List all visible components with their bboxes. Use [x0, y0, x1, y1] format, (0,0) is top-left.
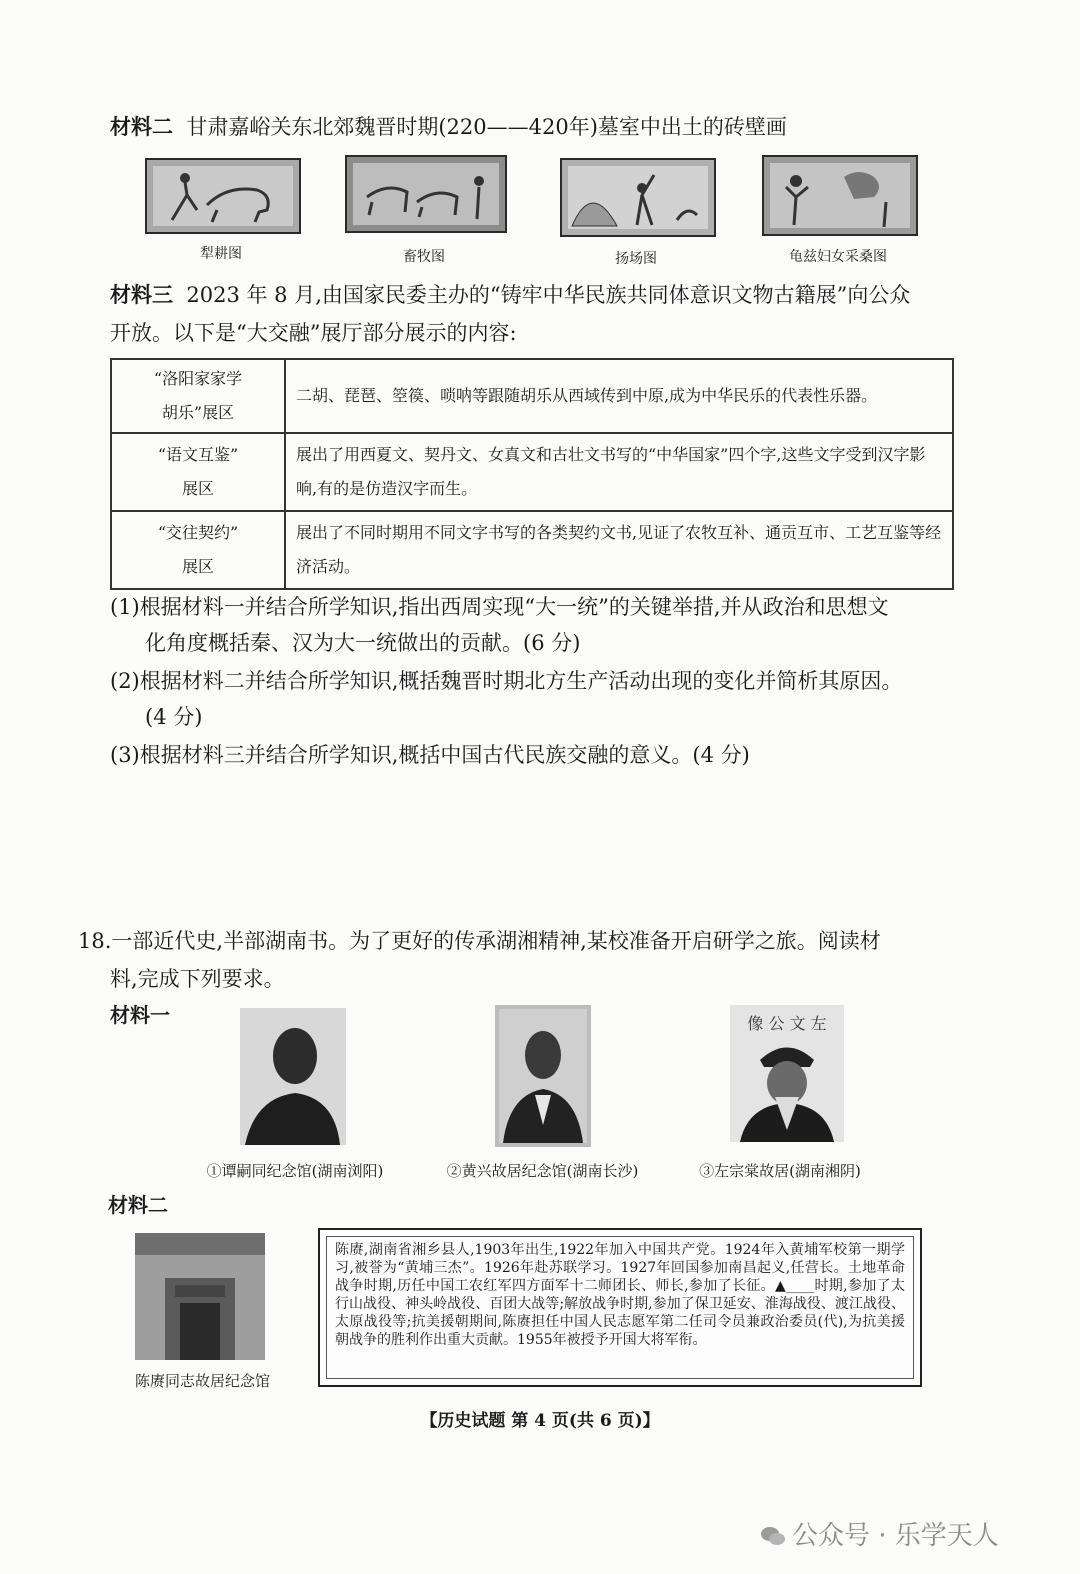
material3-line1 — [110, 280, 910, 310]
material2-heading — [110, 112, 787, 142]
description-cell: 展出了用西夏文、契丹文、女真文和古壮文书写的“中华国家”四个字,这些文字受到汉字影响,有的是仿造汉字而生。 — [285, 433, 953, 511]
tan-sitong-portrait-image — [240, 1008, 346, 1145]
material3-label: 材料三 — [110, 283, 173, 307]
description-cell: 展出了不同时期用不同文字书写的各类契约文书,见证了农牧互补、通贡互市、工艺互鉴等经济活动。 — [285, 511, 953, 589]
wechat-icon — [760, 1524, 786, 1546]
winnowing-caption: 扬场图 — [615, 251, 657, 267]
material3-line2: 开放。以下是“大交融”展厅部分展示的内容: — [110, 321, 517, 345]
bio-text: 陈赓,湖南省湘乡县人,1903年出生,1922年加入中国共产党。1924年入黄埔军校第一期学习,被誉为“黄埔三杰”。1926年赴苏联学习。1927年回国参加南昌起义,任营长。土地革命战争时期,历任中国工农红军四方面军十二师团长、师长,参加了长征。▲____时期,参加了太行山战役、神头岭战役、百团大战等;解放战争时期,参加了保卫延安、淮海战役、渡江战役、太原战役等;抗美援朝期间,陈赓担任中国人民志愿军第二任司令员兼政治委员(代),为抗美援朝战争的胜利作出重大贡献。1955年被授予开国大将军衔。 — [326, 1236, 914, 1379]
zone-cell — [111, 511, 285, 589]
watermark-text: 公众号 · 乐学天人 — [792, 1521, 999, 1551]
herding-mural-image — [345, 155, 507, 233]
table-row — [111, 359, 953, 433]
chen-geng-residence-image — [135, 1233, 265, 1360]
material3-text: 2023 年 8 月,由国家民委主办的“铸牢中华民族共同体意识文物古籍展”向公众 — [186, 283, 911, 307]
portrait-inscription: 像 公 文 左 — [747, 1014, 827, 1033]
residence-caption: 陈赓同志故居纪念馆 — [134, 1372, 270, 1390]
q18-material2-label: 材料二 — [108, 1193, 168, 1217]
watermark — [760, 1515, 999, 1552]
chen-geng-bio-box — [318, 1228, 922, 1387]
winnowing-mural-image — [560, 158, 716, 237]
question-18-line1: 18.一部近代史,半部湖南书。为了更好的传承湖湘精神,某校准备开启研学之旅。阅读材 — [78, 929, 881, 953]
question-18-line2: 料,完成下列要求。 — [110, 967, 285, 991]
description-cell: 二胡、琵琶、箜篌、唢呐等跟随胡乐从西域传到中原,成为中华民乐的代表性乐器。 — [285, 359, 953, 433]
material2-text: 甘肃嘉峪关东北郊魏晋时期(220——420年)墓室中出土的砖壁画 — [186, 115, 787, 139]
q18-material1-label: 材料一 — [110, 1003, 170, 1027]
huang-xing-portrait-image — [495, 1005, 591, 1147]
zone-label: 胡乐”展区 — [161, 403, 235, 422]
exhibition-table — [110, 358, 954, 590]
zone-cell — [111, 359, 285, 433]
plowing-mural-image — [145, 158, 301, 234]
herding-caption: 畜牧图 — [403, 249, 445, 265]
zone-label: “交往契约” — [157, 523, 239, 542]
question-2-line1: (2)根据材料二并结合所学知识,概括魏晋时期北方生产活动出现的变化并简析其原因。 — [110, 669, 903, 693]
zone-label: 展区 — [181, 557, 214, 576]
question-1-line2: 化角度概括秦、汉为大一统做出的贡献。(6 分) — [145, 631, 581, 655]
zone-label: “语文互鉴” — [157, 445, 239, 464]
zone-label: “洛阳家家学 — [153, 369, 243, 388]
question-3: (3)根据材料三并结合所学知识,概括中国古代民族交融的意义。(4 分) — [110, 743, 750, 767]
material2-label: 材料二 — [110, 115, 173, 139]
zone-label: 展区 — [181, 479, 214, 498]
mulberry-caption: 龟兹妇女采桑图 — [789, 249, 887, 265]
table-row — [111, 433, 953, 511]
question-1-line1: (1)根据材料一并结合所学知识,指出西周实现“大一统”的关键举措,并从政治和思想文 — [110, 595, 889, 619]
huang-xing-caption: ②黄兴故居纪念馆(湖南长沙) — [446, 1162, 639, 1180]
zone-cell — [111, 433, 285, 511]
table-row — [111, 511, 953, 589]
mulberry-picking-mural-image — [762, 155, 918, 236]
question-2-line2: (4 分) — [145, 705, 203, 729]
tan-sitong-caption: ①谭嗣同纪念馆(湖南浏阳) — [206, 1162, 384, 1180]
page-footer: 【历史试题 第 4 页(共 6 页)】 — [420, 1411, 660, 1431]
zuo-zongtang-caption: ③左宗棠故居(湖南湘阴) — [699, 1162, 861, 1180]
plowing-caption: 犁耕图 — [200, 246, 242, 262]
zuo-zongtang-portrait-image — [730, 1005, 844, 1142]
